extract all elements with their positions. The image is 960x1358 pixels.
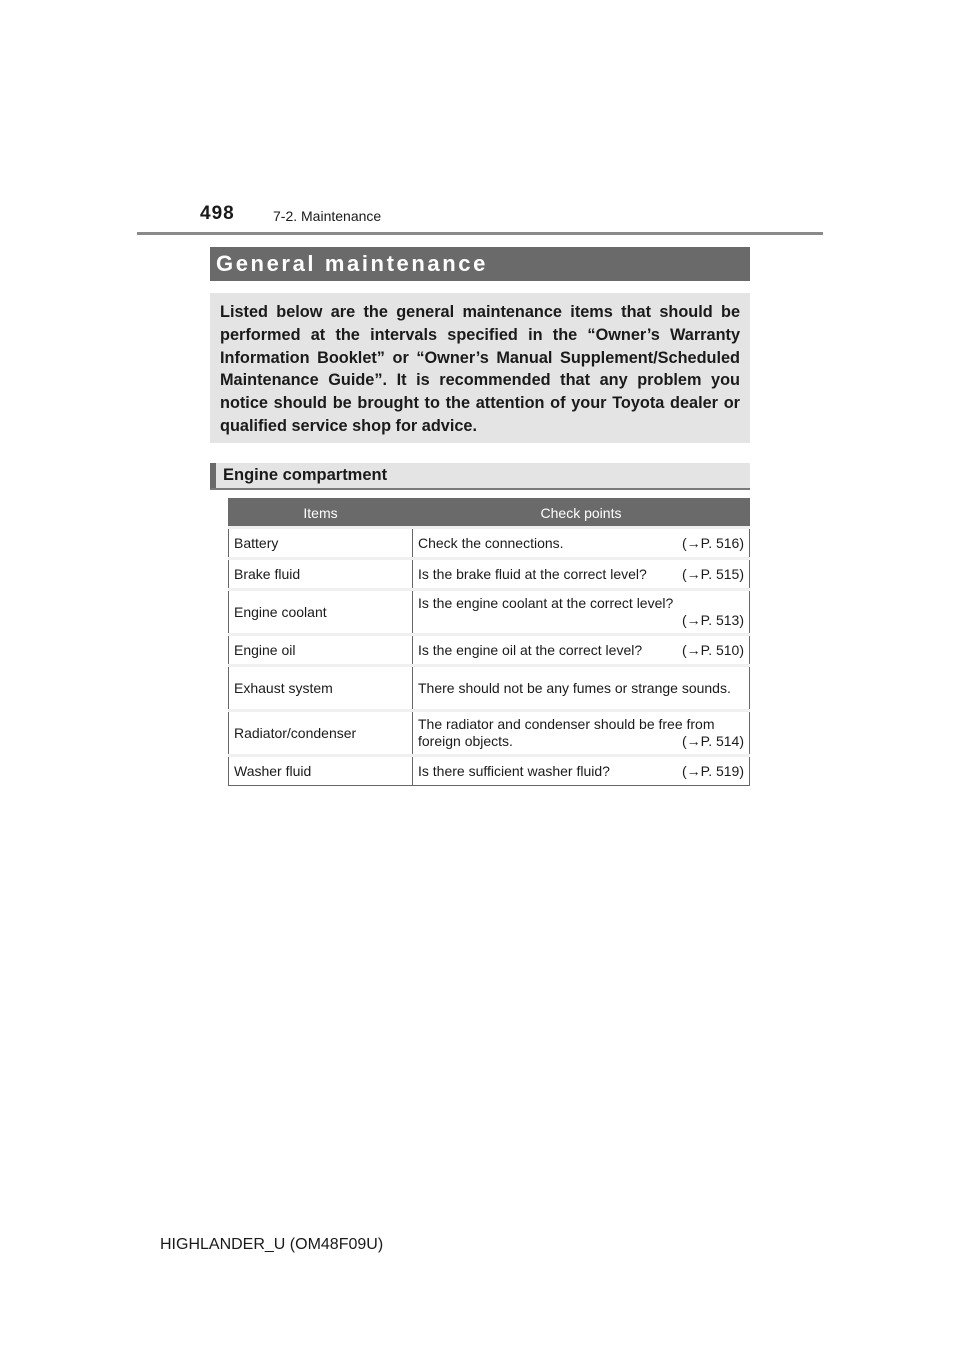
page-ref: (→P. 515) — [682, 565, 744, 582]
title-bar — [210, 247, 750, 281]
row-item: Engine oil — [229, 635, 413, 666]
row-item: Brake fluid — [229, 559, 413, 590]
table-row — [229, 590, 750, 635]
row-check — [413, 756, 750, 786]
header-divider — [137, 232, 823, 235]
page-title: General maintenance — [216, 251, 488, 276]
table-row — [229, 559, 750, 590]
check-text: Is the brake fluid at the correct level? — [418, 565, 647, 582]
table-row — [229, 635, 750, 666]
intro-text: Listed below are the general maintenance items that should be performed at the intervals specified in the “Owner’s Warranty Information Booklet” or “Owner’s Manual Supplement/Scheduled Maintenance Guide”. It is recommended that any problem you notice should be brought to the attention of your Toyota dealer or qualified service shop for advice. — [220, 303, 740, 435]
subheading-text: Engine compartment — [223, 466, 388, 484]
row-check — [413, 528, 750, 559]
page-ref: (→P. 514) — [682, 733, 744, 749]
check-text: Is the engine oil at the correct level? — [418, 641, 643, 658]
column-header-check-points: Check points — [413, 499, 750, 528]
intro-box — [210, 293, 750, 443]
row-item: Battery — [229, 528, 413, 559]
row-check — [413, 590, 750, 635]
table-row — [229, 711, 750, 756]
row-item: Washer fluid — [229, 756, 413, 786]
check-text-line-2: foreign objects. — [418, 733, 513, 749]
row-item: Radiator/condenser — [229, 711, 413, 756]
check-text-line-1: The radiator and condenser should be free from — [418, 716, 715, 732]
table-header-row — [229, 499, 750, 528]
section-breadcrumb: 7-2. Maintenance — [273, 208, 382, 224]
check-text: Is there sufficient washer fluid? — [418, 762, 610, 779]
table-row — [229, 756, 750, 786]
table-row — [229, 528, 750, 559]
maintenance-table — [228, 498, 750, 786]
page-ref: (→P. 519) — [682, 762, 744, 779]
check-text: Is the engine coolant at the correct level? — [418, 595, 674, 611]
check-text: There should not be any fumes or strange sounds. — [418, 679, 731, 696]
page-ref: (→P. 513) — [682, 612, 744, 628]
check-text: Check the connections. — [418, 534, 564, 551]
page-number: 498 — [200, 203, 235, 224]
page-ref: (→P. 510) — [682, 641, 744, 658]
row-check — [413, 666, 750, 711]
row-check — [413, 559, 750, 590]
column-header-items: Items — [229, 499, 413, 528]
page-ref: (→P. 516) — [682, 534, 744, 551]
row-check — [413, 711, 750, 756]
table-row — [229, 666, 750, 711]
footer-model-code: HIGHLANDER_U (OM48F09U) — [160, 1236, 384, 1253]
row-check — [413, 635, 750, 666]
section-subheading — [210, 463, 750, 490]
row-item: Exhaust system — [229, 666, 413, 711]
row-item: Engine coolant — [229, 590, 413, 635]
subheading-marker — [210, 463, 216, 488]
